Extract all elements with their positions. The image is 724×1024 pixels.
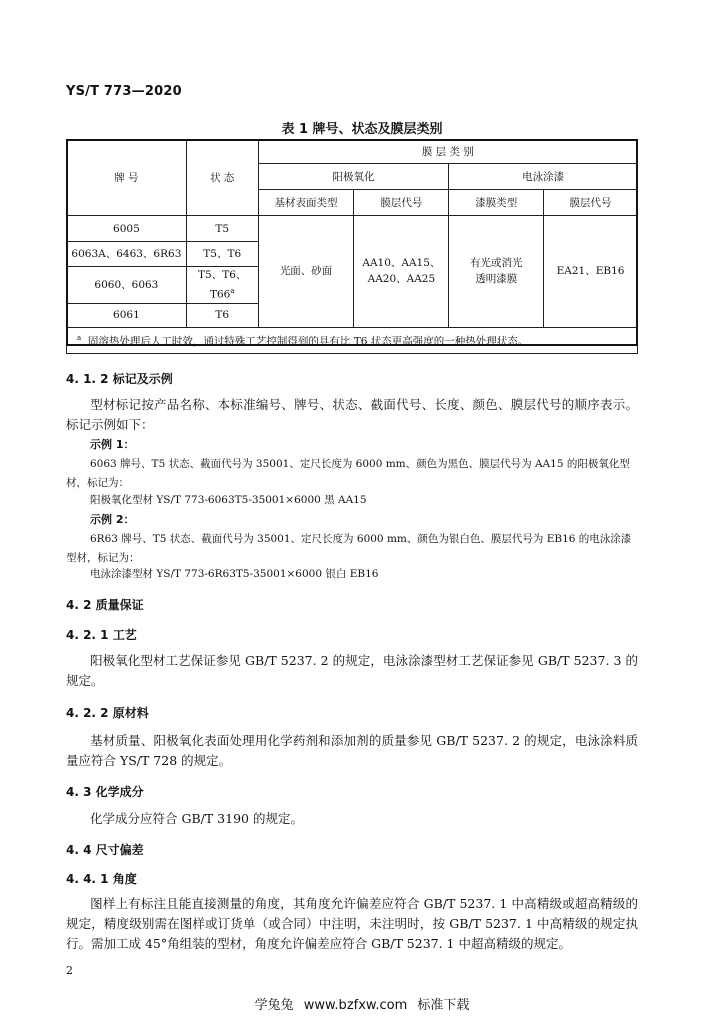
grade-cell: 6005	[67, 216, 187, 242]
example-mark: 阳极氧化型材 YS/T 773-6063T5-35001×6000 黑 AA15	[90, 494, 367, 506]
grade-temper-film-table	[66, 139, 638, 354]
footnote-marker: a	[77, 334, 82, 343]
paragraph-text: 阳极氧化型材工艺保证参见 GB/T 5237. 2 的规定，电泳涂漆型材工艺保证参见 GB/T 5237. 3 的规定。	[66, 653, 638, 688]
section-heading-4-3: 4. 3 化学成分	[66, 785, 144, 799]
table-row	[67, 216, 638, 242]
example-body: 6R63 牌号、T5 状态、截面代号为 35001、定尺长度为 6000 mm、颜色为银白色、膜层代号为 EB16 的电泳涂漆型材，标记为：	[66, 533, 632, 564]
section-heading-4-4: 4. 4 尺寸偏差	[66, 843, 144, 857]
table-footnote	[67, 327, 638, 353]
paragraph	[66, 731, 638, 771]
paragraph	[66, 395, 638, 435]
sub-header-surface: 基材表面类型	[258, 190, 354, 216]
paint-type-cell	[449, 216, 544, 328]
anodic-film-code-cell	[354, 216, 449, 328]
paragraph	[66, 894, 638, 954]
anodic-code-line: AA10、AA15、	[362, 257, 441, 270]
sub-header-film-code-1: 膜层代号	[354, 190, 449, 216]
temper-text: T5、T6、T66	[198, 269, 247, 301]
surface-type-cell: 光面、砂面	[258, 216, 354, 328]
paint-type-line: 有光或消光	[469, 257, 523, 270]
paragraph	[66, 651, 638, 691]
col-header-temper: 状 态	[186, 140, 258, 216]
col-header-film: 膜 层 类 别	[258, 140, 637, 164]
document-code-header: YS/T 773—2020	[66, 84, 182, 99]
group-header-electro: 电泳涂漆	[449, 164, 638, 190]
sub-header-paint-type: 漆膜类型	[449, 190, 544, 216]
paint-type-line: 透明漆膜	[475, 273, 518, 286]
sub-header-film-code-2: 膜层代号	[544, 190, 638, 216]
site-footer-watermark: 学兔兔 www.bzfxw.com 标准下载	[254, 998, 470, 1013]
footnote-text: 固溶热处理后人工时效，通过特殊工艺控制得到的具有比 T6 状态更高强度的一种热处理状态。	[87, 335, 529, 348]
example-label: 示例 2：	[90, 513, 135, 526]
example-body: 6063 牌号、T5 状态、截面代号为 35001、定尺长度为 6000 mm、颜色为黑色、膜层代号为 AA15 的阳极氧化型材，标记为：	[66, 458, 630, 489]
grade-cell: 6063A、6463、6R63	[67, 242, 187, 267]
example-text	[66, 530, 638, 568]
paragraph	[66, 809, 638, 829]
temper-cell: T6	[186, 303, 258, 327]
temper-cell	[186, 267, 258, 304]
paragraph-text: 基材质量、阳极氧化表面处理用化学药剂和添加剂的质量参见 GB/T 5237. 2 的规定，电泳涂料质量应符合 YS/T 728 的规定。	[66, 733, 638, 768]
footnote-marker: a	[230, 287, 235, 295]
section-heading-4-2-2: 4. 2. 2 原材料	[66, 706, 149, 720]
table-caption: 表 1 牌号、状态及膜层类别	[281, 122, 443, 137]
paragraph-text: 化学成分应符合 GB/T 3190 的规定。	[90, 811, 303, 826]
electro-film-code-cell: EA21、EB16	[544, 216, 638, 328]
col-header-grade: 牌 号	[67, 140, 187, 216]
section-heading-4-2-1: 4. 2. 1 工艺	[66, 628, 137, 642]
paragraph-text: 图样上有标注且能直接测量的角度，其角度允许偏差应符合 GB/T 5237. 1 中高精级或超高精级的规定，精度级别需在图样或订货单（或合同）中注明，未注明时，按 GB/T 5237. 1 中高精级的规定执行。需加工成 45°角组装的型材，角度允许偏差应符合 GB/T 5237. 1 中超高精级的规定。	[66, 896, 638, 951]
section-heading-4-2: 4. 2 质量保证	[66, 598, 144, 612]
example-text	[66, 455, 638, 493]
section-heading-4-1-2: 4. 1. 2 标记及示例	[66, 372, 173, 386]
grade-cell: 6061	[67, 303, 187, 327]
example-mark: 电泳涂漆型材 YS/T 773-6R63T5-35001×6000 银白 EB16	[90, 568, 379, 580]
page-number: 2	[66, 964, 73, 977]
temper-cell: T5	[186, 216, 258, 242]
group-header-anodic: 阳极氧化	[258, 164, 449, 190]
paragraph-text: 型材标记按产品名称、本标准编号、牌号、状态、截面代号、长度、颜色、膜层代号的顺序表示。标记示例如下：	[66, 397, 638, 432]
section-heading-4-4-1: 4. 4. 1 角度	[66, 872, 137, 886]
temper-cell: T5、T6	[186, 242, 258, 267]
anodic-code-line: AA20、AA25	[367, 273, 436, 286]
example-label: 示例 1：	[90, 438, 135, 451]
grade-cell: 6060、6063	[67, 267, 187, 304]
